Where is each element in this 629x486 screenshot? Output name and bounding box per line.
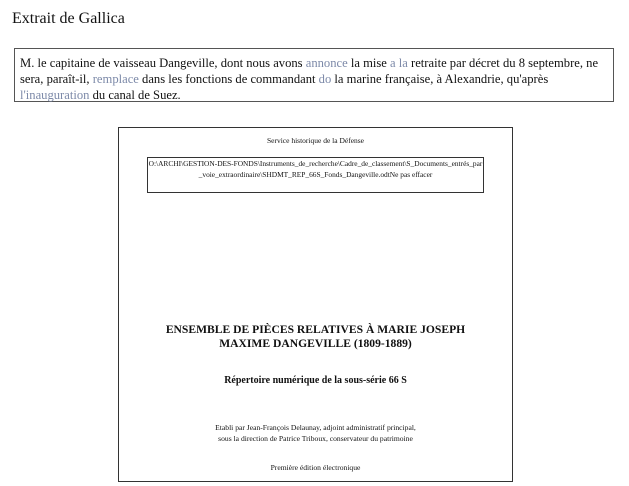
gallica-excerpt [14,48,614,102]
edition-note: Première édition électronique [270,463,361,472]
excerpt-text: la mise [347,56,391,70]
ocr-highlight: annonce [305,56,348,70]
file-path-box: O:\ARCHI\GESTION-DES-FONDS\Instruments_de_recherche\Cadre_de_classement\S_Documents_entrés_par_voie_extraordinaire\SHDMT_REP_66S_Fonds_Dangeville.odtNe pas effacer [147,157,484,193]
document-title-line: MAXIME DANGEVILLE (1809-1889) [219,337,412,350]
credit-line: Etabli par Jean-François Delaunay, adjoint administratif principal, [215,423,416,432]
ocr-highlight: a la [390,56,408,70]
document-cover [118,127,513,482]
excerpt-text: retraite par décret du 8 septembre, ne sera, paraît-il, [20,56,599,86]
excerpt-text: du canal de Suez. [89,88,181,102]
credit-line: sous la direction de Patrice Triboux, conservateur du patrimoine [218,434,413,443]
excerpt-text: la marine française, à Alexandrie, qu'après [331,72,549,86]
document-title [119,323,512,351]
service-name: Service historique de la Défense [266,136,365,145]
excerpt-text: M. le capitaine de vaisseau Dangeville, dont nous avons [20,56,306,70]
document-credits [119,422,512,444]
document-subtitle: Répertoire numérique de la sous-série 66 S [224,375,407,386]
page-title: Extrait de Gallica [12,10,125,27]
ocr-highlight: do [318,72,332,86]
ocr-highlight: l'inauguration [20,88,90,102]
document-title-line: ENSEMBLE DE PIÈCES RELATIVES À MARIE JOSEPH [165,323,466,336]
excerpt-text: dans les fonctions de commandant [138,72,319,86]
ocr-highlight: remplace [92,72,139,86]
